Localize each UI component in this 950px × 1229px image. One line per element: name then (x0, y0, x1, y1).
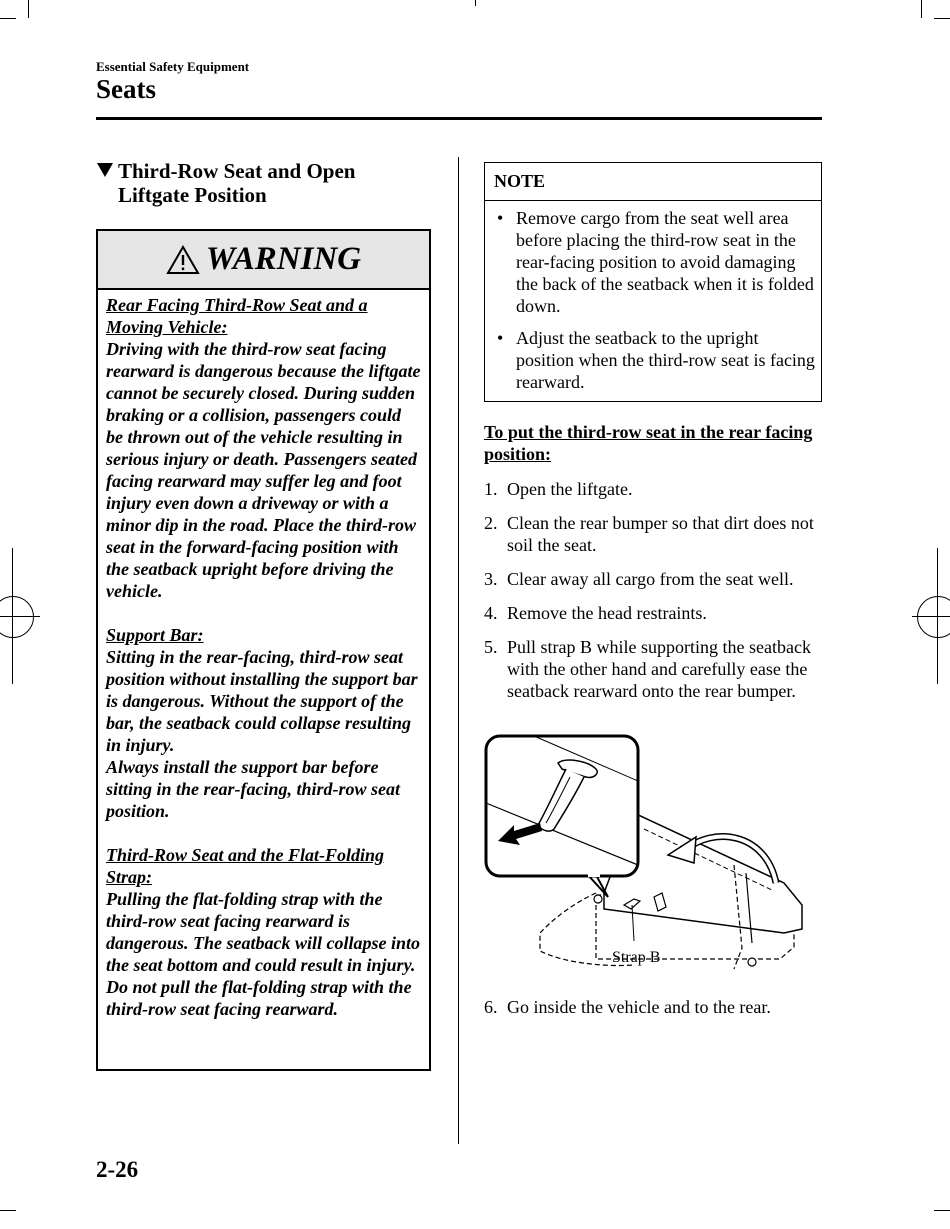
step-text: Clear away all cargo from the seat well. (507, 569, 794, 589)
section-label: Essential Safety Equipment (96, 59, 250, 74)
step-number: 2. (484, 513, 498, 533)
note-item-text: Remove cargo from the seat well area before placing the third-row seat in the rear-facing position to avoid damaging the back of the seatback when it is folded down. (516, 208, 814, 316)
step-number: 3. (484, 569, 498, 589)
step-item (484, 478, 829, 500)
step-text: Go inside the vehicle and to the rear. (507, 997, 771, 1017)
note-item-text: Adjust the seatback to the upright position when the third-row seat is facing rearward. (516, 328, 815, 392)
down-triangle-icon (96, 159, 118, 183)
bullet-icon: • (497, 208, 504, 228)
registration-mark (917, 596, 950, 638)
note-title: NOTE (485, 163, 821, 201)
warning-body (98, 290, 429, 1020)
warning-subheading: Third-Row Seat and the Flat-Folding Strap: (106, 845, 385, 887)
step-item (484, 602, 829, 624)
step-text: Remove the head restraints. (507, 603, 707, 623)
note-item (497, 207, 815, 317)
section-heading-line2: Liftgate Position (118, 183, 267, 207)
step-item (484, 996, 829, 1018)
page-title: Seats (96, 74, 156, 104)
step-text: Pull strap B while supporting the seatback with the other hand and carefully ease the seatback rearward onto the rear bumper. (507, 637, 811, 701)
step-number: 1. (484, 479, 498, 499)
warning-text: Sitting in the rear-facing, third-row seat position without installing the support bar is dangerous. Without the support of the bar, the seatback could collapse resulting in injury. (106, 647, 418, 755)
section-heading (96, 159, 436, 207)
crop-mark (0, 18, 16, 19)
warning-subheading: Support Bar: (106, 625, 204, 645)
warning-subheading: Rear Facing Third-Row Seat and a Moving Vehicle: (106, 295, 368, 337)
crop-mark (921, 0, 922, 18)
registration-mark (0, 596, 34, 638)
warning-triangle-icon (166, 245, 200, 275)
note-list (485, 201, 821, 393)
figure-label: Strap B (612, 949, 661, 966)
step-item (484, 636, 829, 702)
warning-box (96, 229, 431, 1071)
column-divider (458, 157, 459, 1144)
crop-mark (0, 1210, 16, 1211)
warning-text: Always install the support bar before sitting in the rear-facing, third-row seat position. (106, 757, 401, 821)
title-rule (96, 117, 822, 120)
section-heading-line1: Third-Row Seat and Open (118, 159, 356, 183)
page-number: 2-26 (96, 1157, 139, 1182)
seat-strap-illustration (484, 733, 806, 983)
crop-mark (934, 1210, 950, 1211)
note-item (497, 327, 815, 393)
warning-text: Pulling the flat-folding strap with the third-row seat facing rearward is dangerous. The seatback will collapse into the seat bottom and could result in injury. Do not pull the flat-folding strap with the third-row seat facing rearward. (106, 889, 421, 1019)
steps-heading: To put the third-row seat in the rear facing position: (484, 422, 813, 464)
step-item (484, 512, 829, 556)
crop-mark (475, 0, 476, 6)
crop-mark (934, 18, 950, 19)
warning-header (98, 231, 429, 290)
step-number: 5. (484, 637, 498, 657)
step-item (484, 568, 829, 590)
step-text: Open the liftgate. (507, 479, 633, 499)
warning-title: WARNING (205, 241, 362, 277)
note-box (484, 162, 822, 402)
crop-mark (28, 0, 29, 18)
steps-list (484, 478, 829, 714)
warning-text: Driving with the third-row seat facing rearward is dangerous because the liftgate cannot be securely closed. During sudden braking or a collision, passengers could be thrown out of the vehicle resulting in serious injury or death. Passengers seated facing rearward may suffer leg and foot injury even down a driveway or with a minor dip in the road. Place the third-row seat in the forward-facing position with the seatback upright before driving the vehicle. (106, 339, 421, 601)
bullet-icon: • (497, 328, 504, 348)
step-number: 6. (484, 997, 498, 1017)
step-text: Clean the rear bumper so that dirt does not soil the seat. (507, 513, 814, 555)
step-number: 4. (484, 603, 498, 623)
